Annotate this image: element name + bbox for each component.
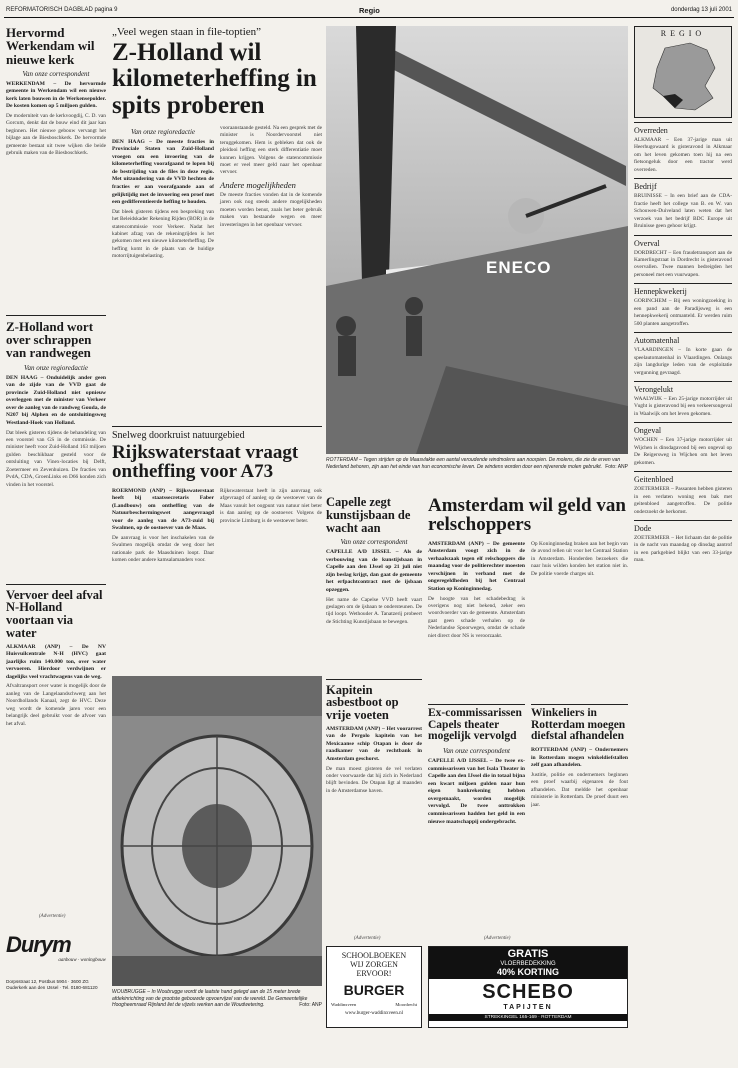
burger-advertisement bbox=[326, 946, 422, 1028]
excom-headline: Ex-commissarissen Capels theater mogelijk vervolgd bbox=[428, 707, 522, 743]
regio-item-title: Ongeval bbox=[634, 422, 732, 435]
divider bbox=[428, 704, 525, 705]
divider bbox=[531, 704, 628, 705]
burger-ad-line2: WIJ ZORGEN bbox=[350, 960, 398, 969]
kilometerheffing-headline: Z-Holland wil kilometerheffing in spits proberen bbox=[112, 39, 317, 119]
regio-box bbox=[634, 26, 732, 118]
regio-item-title: Overreden bbox=[634, 122, 732, 135]
pump-caption-text: WOUBRUGGE – In Woubrugge wordt de laatste hand gelegd aan de 15 meter brede afdekinrichting van de grootste gebouwde opvoervijzel van de wereld. De Gemeentelijke Hoogheemraad Rijnland liet de vijzels werken aan de Woudwetering. bbox=[112, 989, 308, 1008]
regio-item-title: Bedrijf bbox=[634, 178, 732, 191]
regio-item-text: BRUINISSE – In een brief aan de CDA-fractie heeft het college van B. en W. van Schouwen-Duiveland laten weten dat het verzoek van het bedrijf BDC Europe uit Bruinisse geen gehoor krijgt. bbox=[634, 193, 732, 230]
divider bbox=[326, 679, 422, 680]
regio-item-title: Geitenbloed bbox=[634, 471, 732, 484]
section-name: Regio bbox=[359, 6, 380, 15]
excom-byline: Van onze correspondent bbox=[442, 747, 510, 756]
advertisement-label: (Advertentie) bbox=[484, 936, 511, 941]
divider bbox=[6, 584, 106, 585]
kilometerheffing-body-3: De meeste fracties vonden dat in de komende jaren ook nog steeds andere mogelijkheden moeten worden benut, zoals het beter gebruik maken van bestaande wegen en meer investeringen in het openbaar vervoer. bbox=[220, 191, 322, 228]
durym-advertisement bbox=[6, 924, 106, 1012]
netherlands-map-icon bbox=[635, 38, 731, 116]
regio-item-text: WOCHEN – Een 37-jarige motorrijder uit Wijchen is dinsdagavond bij een ongeval op De Reigersweg in Wijchen om het leven gekomen. bbox=[634, 437, 732, 466]
burger-logo: BURGER bbox=[343, 982, 405, 998]
pump-photo-caption bbox=[112, 989, 322, 1009]
kilometerheffing-body-2: vooraanstaande gesteld. Na een gesprek met de minister is Noordervoorstel niet teruggekomen. Hem is gebleken dat ook de pleidooi heffing een sterk differentiatie moet kunnen krijgen. Volgens de statencommissie moet er veel meer geld naar het openbaar vervoer. bbox=[220, 124, 322, 176]
schebo-address: STREKKINGEL 165-169 · ROTTERDAM bbox=[429, 1014, 627, 1021]
regio-item-title: Hennepkwekerij bbox=[634, 283, 732, 296]
regio-news-list bbox=[634, 122, 732, 565]
article-randwegen-body: Dat bleek gisteren tijdens de behandeling van een voorstel van GS in de commissie. De minister heeft voor Zuid-Holland 163 miljoen gulden beschikbaar gesteld voor de ontsluiting van Vinex-locaties bij Delft, Zoetermeer en Zevenhuizen. De fracties van PvdA, CDA, GroenLinks en D66 konden zich vinden in het voorstel. bbox=[6, 429, 106, 488]
winkeliers-headline: Winkeliers in Rotterdam moegen diefstal afhandelen bbox=[531, 707, 626, 743]
a73-body-2: Rijkswaterstaat heeft in zijn aanvraag ook afgevraagd of aanleg op de westoever van de Maas vanuit het oogpunt van natuur niet beter is dan aanleg op de oostoever. Volgens de provincie Limburg is de westoever beter. bbox=[220, 487, 322, 524]
kapitein-lead: AMSTERDAM (ANP) – Het voorarrest van de Pergolo kapitein van het Mexicaanse schip Otapan is door de raadkamer van de rechtbank in Amsterdam geschorst. bbox=[326, 725, 422, 762]
windmill-photo-caption bbox=[326, 457, 628, 470]
a73-article bbox=[112, 426, 322, 671]
schebo-gratis: GRATIS bbox=[429, 947, 627, 961]
article-werkendam-body: De moderniteit van de kerkvoogdij, C. D. van Gorcum, denkt dat de bouw eind dit jaar kan beginnen. Het nieuwe gebouw vervangt het bijlage aan de Biesboschkerk. De hervormde gemeente bestaat uit twee wijken die beide gebruik maken van de Biesboschkerk. bbox=[6, 112, 106, 157]
article-afval-body: Afvaltransport over water is mogelijk door de aanleg van de Langelaandschwerg aan het Noordhollands Kanaal, zegt de HVC. Deze weg wordt de komende jaren voor een belangrijk deel gebruikt voor de afvoer van het afval. bbox=[6, 683, 106, 727]
regio-item-title: Automatenhal bbox=[634, 332, 732, 345]
schebo-advertisement bbox=[428, 946, 628, 1028]
windmill-photo-credit: Foto: ANP bbox=[605, 463, 628, 470]
capelle-byline: Van onze correspondent bbox=[340, 538, 408, 547]
page-header bbox=[4, 4, 734, 18]
regio-item-title: Verongelukt bbox=[634, 381, 732, 394]
left-column bbox=[6, 26, 106, 906]
regio-item-text: DORDRECHT – Een fraudetransport aan de Kamerlingstraat in Dordrecht is gisteravond overvallen. Twee mannen bedreigden het personeel met een vuurwapen. bbox=[634, 249, 732, 278]
winkeliers-lead: ROTTERDAM (ANP) – Ondernemers in Rotterdam mogen winkeldiefstallen zelf gaan afhandelen. bbox=[531, 747, 628, 769]
divider bbox=[6, 315, 106, 316]
durym-address: Dorpsstraat 12, Postbus 5904 · 3600 ZG Ouderkerk aan den IJssel · Tel. 0180-681120 bbox=[6, 979, 98, 990]
article-werkendam-byline: Van onze correspondent bbox=[22, 69, 90, 78]
advertisement-label: (Advertentie) bbox=[39, 914, 66, 919]
schebo-offer: 40% KORTING bbox=[429, 967, 627, 979]
capelle-headline: Capelle zegt kunstijsbaan de wacht aan bbox=[326, 496, 411, 535]
advertisement-label: (Advertentie) bbox=[354, 936, 381, 941]
burger-website: www.burger-waddinxveen.nl bbox=[344, 1011, 404, 1016]
schebo-logo: SCHEBO bbox=[482, 981, 574, 1003]
excom-article bbox=[428, 704, 525, 944]
amsterdam-article bbox=[428, 496, 628, 691]
a73-kicker: Snelweg doorkruist natuurgebied bbox=[112, 430, 245, 441]
paper-name: REFORMATORISCH DAGBLAD pagina 9 bbox=[6, 7, 118, 13]
regio-column bbox=[634, 26, 732, 1026]
kapitein-body: De man moest gisteren de vel verlaten onder voorwaarde dat hij zich in Nederland blijft bevinden. De Otapan ligt al maanden in de Amsterdamse haven. bbox=[326, 765, 422, 794]
kilometerheffing-subhead: Andere mogelijkheden bbox=[220, 179, 296, 190]
article-randwegen-headline: Z-Holland wort over schrappen van randwegen bbox=[6, 318, 94, 361]
regio-item-text: ZOETERMEER – Het lichaam dat de politie in de nacht van maandag op dinsdag aantrof in een parkgebied blijkt van een 33-jarige man. bbox=[634, 534, 732, 564]
kilometerheffing-article bbox=[112, 26, 322, 421]
article-randwegen-byline: Van onze regioredactie bbox=[23, 363, 89, 372]
article-werkendam-headline: Hervormd Werkendam wil nieuwe kerk bbox=[6, 26, 95, 67]
newspaper-page bbox=[4, 4, 734, 1064]
windmill-photo-illustration bbox=[326, 26, 628, 454]
article-afval-headline: Vervoer deel afval N-Holland voortaan via water bbox=[6, 587, 103, 640]
burger-ad-line1: SCHOOLBOEKEN bbox=[341, 951, 407, 960]
capelle-body: Het name de Capelse VVD heeft vaart geslagen om de ijsbaan te ondersteunen. De tijd loopt. Wethouder A. Tanatzerij probeert de Stichting Kunstijsbaan te bewegen. bbox=[326, 596, 422, 625]
winkeliers-body: Justitie, politie en ondernemers beginnen een proef waarbij eigenaren de fout afhandelen. Dat meldde het openbaar ministerie in Rotterdam. De proef duurt een jaar. bbox=[531, 771, 628, 808]
regio-item-text: VLAARDINGEN – In korte gaan de speelautomatenhal in Vlaardingen. Onlangs zijn langdurige leden van de exploitatie vergunning gevraagd. bbox=[634, 347, 732, 376]
regio-item-title: Overval bbox=[634, 235, 732, 248]
durym-tagline: aanbouw · woningbouw bbox=[58, 958, 106, 963]
amsterdam-body-1: De hoogte van het schadebedrag is overigens nog niet bekend, zeker een woordvoerder van de gemeente. Amsterdam gaat geen schade verhalen op de Nederlandse Spoorwegen, omdat de schade niet direct door NS is veroorzaakt. bbox=[428, 595, 525, 639]
pump-photo-credit: Foto: ANP bbox=[299, 1002, 322, 1008]
kilometerheffing-body-1: Dat bleek gisteren tijdens een bespreking van het Beleidskader Rekening Rijden (BOR) in de statencommissie voor Verkeer. Nadat het kabinet afzag van de rekeningrijden is het gekomen met een nieuwe kilometerheffing. De heffing komt in de plaats van de huidige motorrijtuigenbelasting. bbox=[112, 208, 214, 260]
pump-photo bbox=[112, 676, 322, 986]
winkeliers-article bbox=[531, 704, 628, 944]
a73-headline: Rijkswaterstaat vraagt ontheffing voor A73 bbox=[112, 442, 299, 483]
kilometerheffing-lead: DEN HAAG – De meeste fracties in Provinciale Staten van Zuid-Holland vroegen om een invoering van de kilometerheffing voorafgaand te lopen bij de bestrijding van de files in deze regio. Met uitzondering van de VVD hechten de fracties er aan voorafgaande aan of gelijktijdig met de invoering een proef met een gedifferentieerde heffing te houden. bbox=[112, 138, 214, 206]
eneco-logo: ENECO bbox=[486, 258, 552, 277]
kilometerheffing-byline: Van onze regioredactie bbox=[130, 127, 196, 136]
windmill-photo bbox=[326, 26, 628, 454]
article-werkendam-lead: WERKENDAM – De hervormde gemeente in Werkendam wil een nieuwe kerk laten bouwen in de Werkensepolder. De kosten komen op 5 miljoen gulden. bbox=[6, 80, 106, 110]
kapitein-headline: Kapitein asbestboot op vrije voeten bbox=[326, 682, 399, 723]
burger-place-1: Waddinxveen bbox=[331, 1002, 357, 1007]
regio-item-text: ZOETERMEER – Passanten hebben gisteren in een verlaten woning een bak met geitenbloed aangetroffen. De politie onderzoekt de herkomst. bbox=[634, 486, 732, 515]
amsterdam-body-2: Op Koninginnedag braken aan het begin van de avond rellen uit voor het Centraal Station in Amsterdam. Honderden bezoekers die naar huis wilden konden het station niet in. De politie voerde charges uit. bbox=[531, 540, 628, 577]
pump-photo-illustration bbox=[112, 676, 322, 986]
windmill-caption-text: ROTTERDAM – Tegen strijden op de Maasvlakte een aantal veroudende windmolens aan noorpien. De molens, die zie de erven van Nederland behoren, zijn aan het einde van hun economische leven. De windens worden door een nijverende molen gebruikt. bbox=[326, 457, 621, 470]
excom-body: CAPELLE A/D IJSSEL – De twee ex-commissarissen van het Isala Theater in Capelle aan den IJssel die in totaal bijna een kwart miljoen gulden naar hun eigen bankrekening hebben overgemaakt, worden mogelijk vervolgd. De twee onttrokken commissarissen hadden het geld in een nieuwe maatschappij ondergebracht. bbox=[428, 758, 525, 825]
schebo-vloerbedekking: VLOERBEDEKKING bbox=[429, 961, 627, 967]
regio-item-text: WAALWIJK – Een 25-jarige motorrijder uit Vught is gisteravond bij een verkeersongeval in Waalwijk om het leven gekomen. bbox=[634, 395, 732, 417]
article-afval-lead: ALKMAAR (ANP) – De NV Huisvuilcentrale N-H (HVC) gaat jaarlijks ruim 140.000 ton, over water vervoeren. Hierdoor verdwijnen er dagelijks veel vrachtwagens van de weg. bbox=[6, 643, 106, 680]
a73-lead: ROERMOND (ANP) – Rijkswaterstaat heeft bij staatssecretaris Faber (Landbouw) om ontheffing van de Natuurbeschermingswet aangevraagd voor de aanleg van de A73-zuid bij Swalmen, op de oostoever van de Maas. bbox=[112, 487, 214, 532]
article-randwegen-lead: DEN HAAG – Onduidelijk ander geen van de zijde van de VVD gaat de provincie Zuid-Holland niet opnieuw overleggen met de minister van Verkeer over de aanleg van de randweg Gouda, de N207 bij Alphen en de ontsluitingsweg Westland-Hoek van Holland. bbox=[6, 374, 106, 426]
durym-logo: Durym bbox=[6, 932, 71, 957]
divider bbox=[112, 426, 322, 427]
issue-date: donderdag 13 juli 2001 bbox=[670, 7, 732, 13]
kilometerheffing-quote: „Veel wegen staan in file-toptien” bbox=[112, 26, 262, 38]
regio-item-text: GORINCHEM – Bij een woningzoeking in een pand aan de Paradijsweg is een hennepkwekerij ontmanteld. Er werden ruim 500 planten aangetroffen. bbox=[634, 298, 732, 327]
regio-item-text: ALKMAAR – Een 37-jarige man uit Heerhugowaard is gisteravond in Alkmaar om het leven gekomen toen hij na een fietsongeluk door een tractor werd overreden. bbox=[634, 137, 732, 173]
burger-place-2: Moordrecht bbox=[395, 1002, 417, 1007]
regio-item-title: Dode bbox=[634, 520, 732, 533]
schebo-type: TAPIJTEN bbox=[503, 1004, 553, 1011]
amsterdam-lead: AMSTERDAM (ANP) – De gemeente Amsterdam voogt zich in de verhaalszaak tegen elf relschoppers die maandag voor de politierechter moesten verschijnen in verband met de ongeregeldheden bij het Centraal Station op Koninginnedag. bbox=[428, 540, 525, 593]
a73-body-1: De aanvraag is voor het inschakelen van de Swalmen mogelijk omdat de weg door het nationale park de Maasduinen loopt. Daar komen onder andere kamsalamanders voor. bbox=[112, 535, 214, 564]
capelle-kapitein-column bbox=[326, 496, 422, 946]
amsterdam-headline: Amsterdam wil geld van relschoppers bbox=[428, 496, 626, 536]
capelle-lead: CAPELLE A/D IJSSEL – Als de verbouwing van de kunstijsbaan in Capelle aan den IJssel op 21 juli niet zijn beslag krijgt, dan gaat de gemeente het erfpachtcontract met de ijsbaan opzeggen. bbox=[326, 549, 422, 593]
burger-ad-line3: ERVOOR! bbox=[356, 969, 392, 978]
regio-title: REGIO bbox=[660, 29, 706, 38]
